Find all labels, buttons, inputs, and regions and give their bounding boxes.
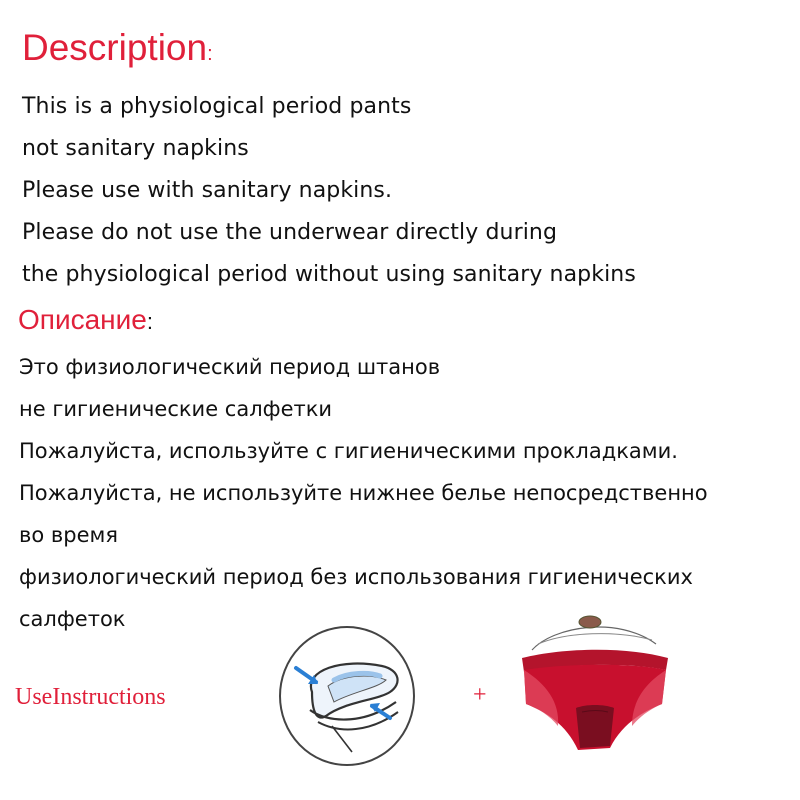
description-heading bbox=[22, 24, 213, 78]
description-line: the physiological period without using sanitary napkins bbox=[22, 262, 636, 287]
opisanie-line: во время bbox=[19, 523, 119, 547]
plus-sign: + bbox=[473, 682, 487, 708]
description-line: This is a physiological period pants bbox=[22, 94, 412, 119]
opisanie-line: Пожалуйста, используйте с гигиеническими прокладками. bbox=[19, 439, 678, 463]
opisanie-line: Пожалуйста, не используйте нижнее белье непосредственно bbox=[19, 481, 708, 505]
opisanie-line: не гигиенические салфетки bbox=[19, 397, 333, 421]
description-heading-text: Description bbox=[22, 27, 208, 68]
use-instructions-label: UseInstructions bbox=[15, 684, 166, 710]
opisanie-heading bbox=[18, 302, 153, 340]
opisanie-line: Это физиологический период штанов bbox=[19, 355, 441, 379]
description-line: Please use with sanitary napkins. bbox=[22, 178, 393, 203]
opisanie-line: физиологический период без использования гигиенических bbox=[19, 565, 693, 589]
description-line: Please do not use the underwear directly during bbox=[22, 220, 558, 245]
opisanie-heading-colon: : bbox=[146, 309, 153, 334]
description-line: not sanitary napkins bbox=[22, 136, 249, 161]
opisanie-heading-text: Описание bbox=[18, 304, 147, 335]
sanitary-napkin-icon bbox=[274, 622, 420, 770]
description-heading-colon: : bbox=[207, 43, 213, 65]
period-pants-icon bbox=[506, 612, 680, 762]
opisanie-line: салфеток bbox=[19, 607, 126, 631]
